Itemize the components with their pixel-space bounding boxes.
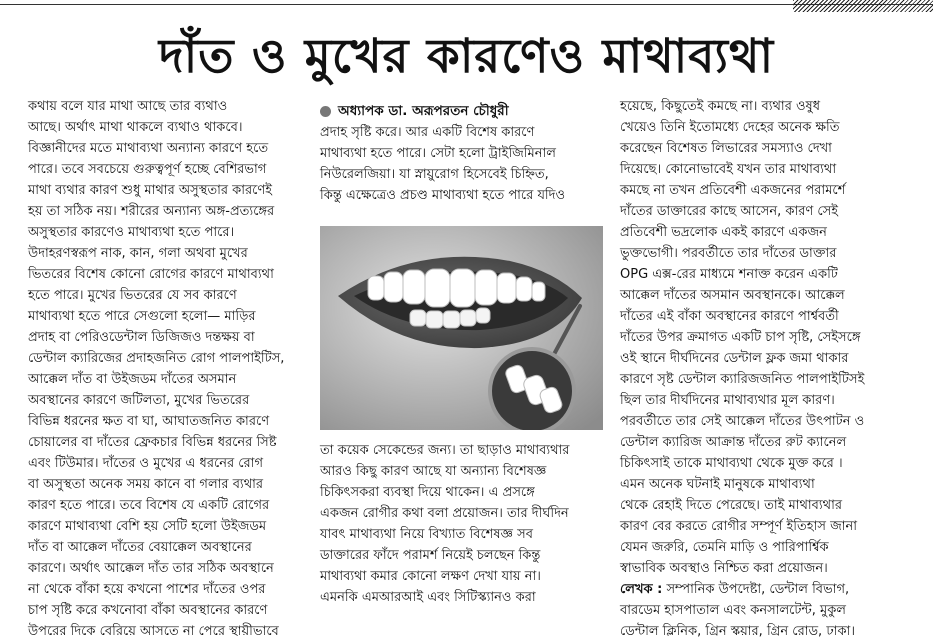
text-line: চোয়ালের বা দাঁতের ফ্রেকচার বিভিন্ন ধরনের সিষ্ট	[28, 435, 277, 450]
text-line: ছিল তার দীর্ঘদিনের মাথাব্যথার মূল কারণ।	[620, 393, 835, 408]
text-line: প্রদাহ বা পেরিওডেন্টাল ডিজিজও দন্তক্ষয় বা	[28, 330, 255, 345]
article-column-1	[28, 96, 300, 639]
text-line: কারণ হতে পারে। তবে বিশেষ যে একটি রোগের	[28, 498, 270, 513]
text-line: ডেন্টাল ক্যারিজের প্রদাহজনিত রোগ পালপাইটিস,	[28, 351, 285, 366]
header-hatch-pattern	[793, 0, 933, 12]
text-line: অসুস্থতার কারণেও মাথাব্যথা হতে পারে।	[28, 225, 235, 240]
author-credit-text: সম্পানিক উপদেষ্টা, ডেন্টাল বিভাগ,	[662, 582, 850, 597]
text-line: চাপ সৃষ্টি করে কখনোবা বাঁকা অবস্থানের কারণে	[28, 603, 268, 618]
text-line: OPG এক্স-রের মাধ্যমে শনাক্ত করেন একটি	[620, 267, 838, 282]
text-line: আক্কেল দাঁত বা উইজডম দাঁতের অসমান	[28, 372, 237, 387]
bullet-icon	[320, 106, 331, 117]
text-line: কমছে না তখন প্রতিবেশী একজনের পরামর্শে	[620, 183, 846, 198]
author-credit-line	[620, 579, 905, 600]
text-line: এবং টিউমার। দাঁতের ও মুখের এ ধরনের রোগ	[28, 456, 263, 471]
text-line: না থেকে বাঁকা হয়ে কখনো পাশের দাঁতের ওপর	[28, 582, 266, 597]
article-title: দাঁত ও মুখের কারণেও মাথাব্যথা	[158, 29, 775, 84]
text-line: মাথাব্যথা হতে পারে সেগুলো হলো— মাড়ির	[28, 309, 256, 324]
text-line: আক্কেল দাঁতের অসমান অবস্থানকে। আক্কেল	[620, 288, 845, 303]
text-line: দাঁত বা আক্কেল দাঁতের বেয়াক্কেল অবস্থানের	[28, 540, 252, 555]
text-line: কারণে মাথাব্যথা বেশি হয় সেটি হলো উইজডম	[28, 519, 267, 534]
text-line: এমনকি এমআরআই এবং সিটিস্ক্যানও করা	[320, 590, 536, 605]
text-line: নিউরেলজিয়া। যা স্নায়ুরোগ হিসেবেই চিহ্নিত,	[320, 167, 549, 182]
text-line: দাঁতের ডাক্তারের কাছে আসেন, কারণ সেই	[620, 204, 838, 219]
text-line: বা অসুস্থতা অনেক সময় কানে বা গলার ব্যথার	[28, 477, 264, 492]
text-line: কিন্তু এক্ষেত্রেও প্রচণ্ড মাথাব্যথা হতে পারে যদিও	[320, 188, 566, 203]
text-line: কারণে সৃষ্ট ডেন্টাল ক্যারিজজনিত পালপাইটিসই	[620, 372, 865, 387]
text-line: ডাক্তারের ফাঁদে পরামর্শ নিয়েই চলছেন কিন্তু	[320, 548, 541, 563]
text-line: মাথাব্যথা কমার কোনো লক্ষণ দেখা যায় না।	[320, 569, 541, 584]
smile-dental-mirror-photo	[320, 226, 603, 430]
text-line: অবস্থানের কারণে জটিলতা, মুখের ভিতরের	[28, 393, 250, 408]
text-line: হতে পারে। মুখের ভিতরের যে সব কারণে	[28, 288, 237, 303]
text-line: আরও কিছু কারণ আছে যা অন্যান্য বিশেষজ্ঞ	[320, 464, 547, 479]
text-line: দাঁতের এই বাঁকা অবস্থানের কারণে পার্শ্ববর্তী	[620, 309, 839, 324]
byline-text: অধ্যাপক ডা. অরূপরতন চৌধুরী	[338, 103, 509, 119]
text-line: ডেন্টাল ক্যারিজ আক্রান্ত দাঁতের রুট ক্যানেল	[620, 435, 847, 450]
article-column-2-top	[320, 101, 603, 206]
text-line: উদাহরণস্বরূপ নাক, কান, গলা অথবা মুখের	[28, 246, 248, 261]
text-line: এমন অনেক ঘটনাই মানুষকে মাথাব্যথা	[620, 477, 815, 492]
top-rule	[0, 0, 933, 16]
text-line: চিকিৎসকরা ব্যবস্থা দিয়ে থাকেন। এ প্রসঙ্গে	[320, 485, 535, 500]
text-line: হয়েছে, কিছুতেই কমছে না। ব্যথার ওষুধ	[620, 99, 820, 114]
author-credit-line: ডেন্টাল ক্লিনিক, গ্রিন স্কয়ার, গ্রিন রোড, ঢাকা।	[620, 624, 855, 639]
text-line: কারণে। অর্থাৎ আক্কেল দাঁত তার সঠিক অবস্থানে	[28, 561, 274, 576]
text-line: যেমন জরুরি, তেমনি মাড়ি ও পারিপার্শ্বিক	[620, 540, 829, 555]
text-line: বিভিন্ন ধরনের ক্ষত বা ঘা, আঘাতজনিত কারণে	[28, 414, 270, 429]
text-line: মাথা ব্যথার কারণ শুধু মাথার অসুস্থতার কারণেই	[28, 183, 272, 198]
text-line: যাবৎ মাথাব্যথা নিয়ে বিখ্যাত বিশেষজ্ঞ সব	[320, 527, 533, 542]
text-line: ভুক্তভোগী। পরবর্তীতে তার দাঁতের ডাক্তার	[620, 246, 837, 261]
author-byline	[320, 101, 603, 122]
text-line: কথায় বলে যার মাথা আছে তার ব্যথাও	[28, 99, 228, 114]
text-line: ভিতরের বিশেষ কোনো রোগের কারণে মাথাব্যথা	[28, 267, 274, 282]
author-label: লেখক :	[620, 582, 663, 597]
text-line: পারে। তবে সবচেয়ে গুরুত্বপূর্ণ হচ্ছে বেশিরভাগ	[28, 162, 267, 177]
author-credit-line: বারডেম হাসপাতাল এবং কনসালটেন্ট, মুকুল	[620, 603, 846, 618]
text-line: দিয়েছে। কোনোভাবেই যখন তার মাথাব্যথা	[620, 162, 837, 177]
text-line: দাঁতের উপর ক্রমাগত একটি চাপ সৃষ্টি, সেইসঙ্গে	[620, 330, 861, 345]
text-line: মাথাব্যথা হতে পারে। সেটা হলো ট্রাইজিমিনাল	[320, 146, 556, 161]
text-line: একজন রোগীর কথা বলা প্রয়োজন। তার দীর্ঘদিন	[320, 506, 569, 521]
text-line: খেয়েও তিনি ইতোমধ্যে দেহের অনেক ক্ষতি	[620, 120, 840, 135]
text-line: হয় তা সঠিক নয়। শরীরের অন্যান্য অঙ্গ-প্রত্যঙ্গের	[28, 204, 275, 219]
text-line: ওই স্থানে দীর্ঘদিনের ডেন্টাল ফ্লক জমা থাকার	[620, 351, 849, 366]
text-line: তা কয়েক সেকেন্ডের জন্য। তা ছাড়াও মাথাব্যথার	[320, 443, 570, 458]
article-column-2-bottom	[320, 440, 603, 608]
text-line: বিজ্ঞানীদের মতে মাথাব্যথা অন্যান্য কারণে হতে	[28, 141, 269, 156]
text-line: প্রতিবেশী ভদ্রলোক একই কারণে একজন	[620, 225, 827, 240]
text-line: থেকে রেহাই দিতে পেরেছে। তাই মাথাব্যথার	[620, 498, 843, 513]
text-line: স্বাভাবিক অবস্থাও নিশ্চিত করা প্রয়োজন।	[620, 561, 828, 576]
text-line: পরবর্তীতে তার সেই আক্কেল দাঁতের উৎপাটন ও	[620, 414, 865, 429]
text-line: করেছেন বিশেষত লিভারের সমস্যাও দেখা	[620, 141, 832, 156]
text-line: আছে। অর্থাৎ মাথা থাকলে ব্যথাও থাকবে।	[28, 120, 243, 135]
teeth-illustration	[320, 226, 603, 430]
text-line: উপরের দিকে বেরিয়ে আসতে না পেরে স্থায়ীভাবে	[28, 624, 279, 639]
text-line: প্রদাহ সৃষ্টি করে। আর একটি বিশেষ কারণে	[320, 125, 535, 140]
article-column-3	[620, 96, 905, 642]
text-line: কারণ বের করতে রোগীর সম্পূর্ণ ইতিহাস জানা	[620, 519, 858, 534]
text-line: চিকিৎসাই তাকে মাথাব্যথা থেকে মুক্ত করে ।	[620, 456, 843, 471]
